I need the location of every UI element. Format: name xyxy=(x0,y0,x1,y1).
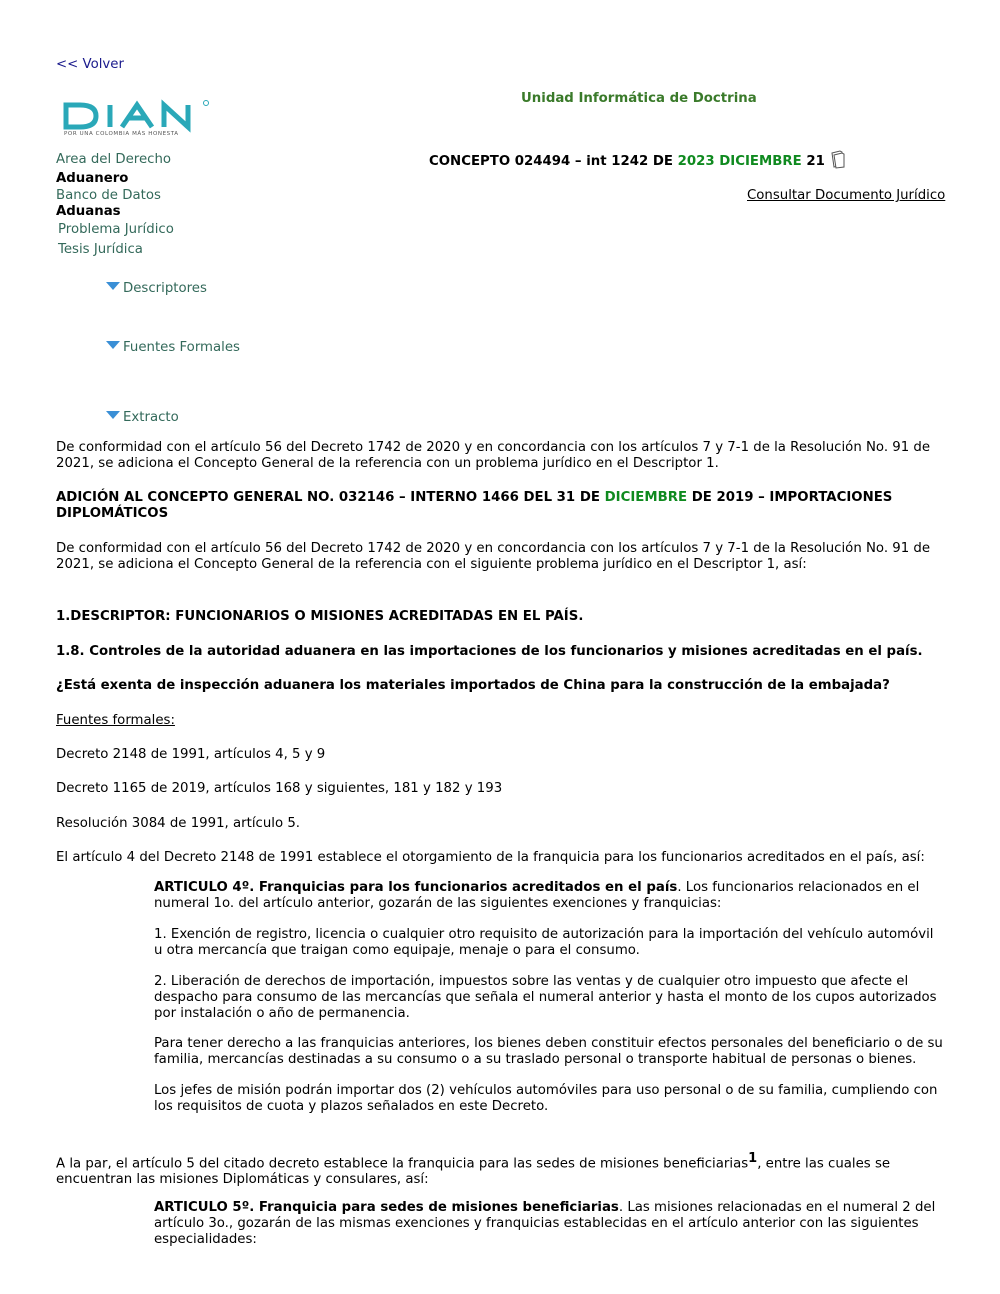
descriptor-heading: 1.DESCRIPTOR: FUNCIONARIOS O MISIONES ACREDITADAS EN EL PAÍS. xyxy=(56,609,584,624)
article5-title: ARTICULO 5º. Franquicia para sedes de misiones beneficiarias xyxy=(154,1200,619,1215)
sources-label xyxy=(56,713,946,729)
expand-arrow-icon xyxy=(106,282,120,290)
source-item: Decreto 1165 de 2019, artículos 168 y siguientes, 181 y 182 y 193 xyxy=(56,781,503,796)
second-paragraph: De conformidad con el artículo 56 del Decreto 1742 de 2020 y en concordancia con los artículos 7 y 7-1 de la Resolución No. 91 de 2021, se adiciona el Concepto General de la referencia con el siguiente problema jurídico en el Descriptor 1, así: xyxy=(56,541,931,572)
unit-title: Unidad Informática de Doctrina xyxy=(521,91,757,106)
article4-intro: El artículo 4 del Decreto 2148 de 1991 establece el otorgamiento de la franquicia para los funcionarios acreditados en el país, así: xyxy=(56,850,925,865)
concept-title xyxy=(429,154,825,170)
footnote-ref[interactable]: 1 xyxy=(748,1151,758,1166)
expand-arrow-icon xyxy=(106,341,120,349)
article5-quote xyxy=(154,1200,944,1248)
article4-paragraph: Los jefes de misión podrán importar dos (2) vehículos automóviles para uso personal o de su familia, cumpliendo con los requisitos de cuota y plazos señalados en este Decreto. xyxy=(154,1083,938,1114)
source-item: Resolución 3084 de 1991, artículo 5. xyxy=(56,816,301,831)
addition-title-a: ADICIÓN AL CONCEPTO GENERAL NO. 032146 – INTERNO 1466 DEL 31 DE xyxy=(56,490,600,505)
fuentes-toggle[interactable] xyxy=(106,340,240,356)
extracto-label: Extracto xyxy=(123,410,179,425)
logo-tagline: POR UNA COLOMBIA MÁS HONESTA xyxy=(64,131,179,137)
addition-title-highlight: DICIEMBRE xyxy=(604,490,688,505)
addition-title-b: DE 2019 – IMPORTACIONES DIPLOMÁTICOS xyxy=(56,490,893,521)
article4-title: ARTICULO 4º. Franquicias para los funcionarios acreditados en el país xyxy=(154,880,678,895)
dian-logo xyxy=(62,98,212,142)
concept-day: 21 xyxy=(806,154,825,169)
intro-paragraph: De conformidad con el artículo 56 del Decreto 1742 de 2020 y en concordancia con los artículos 7 y 7-1 de la Resolución No. 91 de 2021, se adiciona el Concepto General de la referencia con un problema jurídico en el Descriptor 1. xyxy=(56,440,931,471)
article5-text: . Las misiones relacionadas en el numeral 2 del artículo 3o., gozarán de las mismas exenciones y franquicias establecidas en el artículo anterior con las siguientes especialidades: xyxy=(154,1200,936,1247)
sources-label-text: Fuentes formales: xyxy=(56,713,175,728)
problem-link[interactable]: Problema Jurídico xyxy=(58,222,174,237)
article4-paragraph: Para tener derecho a las franquicias anteriores, los bienes deben constituir efectos personales del beneficiario o de su familia, mercancías destinadas a su consumo o a su traslado personal o transporte habitual de personas o bienes. xyxy=(154,1036,943,1067)
bank-value: Aduanas xyxy=(56,204,121,219)
legal-question: ¿Está exenta de inspección aduanera los materiales importados de China para la construcción de la embajada? xyxy=(56,678,890,693)
addition-title xyxy=(56,490,946,522)
article4-quote xyxy=(154,880,944,912)
fuentes-label: Fuentes Formales xyxy=(123,340,240,355)
back-link[interactable]: << Volver xyxy=(56,57,124,72)
area-value: Aduanero xyxy=(56,171,129,186)
bank-label: Banco de Datos xyxy=(56,188,161,203)
concept-prefix: CONCEPTO 024494 – int 1242 DE xyxy=(429,154,673,169)
area-label: Area del Derecho xyxy=(56,152,172,167)
article4-text: . Los funcionarios relacionados en el numeral 1o. del artículo anterior, gozarán de las siguientes exenciones y franquicias: xyxy=(154,880,920,911)
article5-intro xyxy=(56,1151,946,1188)
article4-item: 1. Exención de registro, licencia o cualquier otro requisito de autorización para la importación del vehículo automóvil u otra mercancía que traigan como equipaje, menaje o para el consumo. xyxy=(154,927,934,958)
source-item: Decreto 2148 de 1991, artículos 4, 5 y 9 xyxy=(56,747,326,762)
consult-document-link[interactable]: Consultar Documento Jurídico xyxy=(747,188,946,203)
concept-date-highlight: 2023 DICIEMBRE xyxy=(677,154,802,169)
subdescriptor-heading: 1.8. Controles de la autoridad aduanera en las importaciones de los funcionarios y misiones acreditadas en el país. xyxy=(56,644,923,659)
extracto-toggle[interactable] xyxy=(106,410,179,426)
document-icon[interactable] xyxy=(830,150,846,174)
thesis-link[interactable]: Tesis Jurídica xyxy=(58,242,143,257)
expand-arrow-icon xyxy=(106,411,120,419)
article5-intro-a: A la par, el artículo 5 del citado decreto establece la franquicia para las sedes de misiones beneficiarias xyxy=(56,1156,749,1172)
article5-intro-b: , entre las cuales se encuentran las misiones Diplomáticas y consulares, así: xyxy=(56,1156,891,1188)
article4-item: 2. Liberación de derechos de importación, impuestos sobre las ventas y de cualquier otro impuesto que afecte el despacho para consumo de las mercancías que señala el numeral anterior y hasta el monto de los cupos autorizados por instalación o año de permanencia. xyxy=(154,974,937,1021)
descriptores-toggle[interactable] xyxy=(106,281,207,297)
descriptores-label: Descriptores xyxy=(123,281,207,296)
